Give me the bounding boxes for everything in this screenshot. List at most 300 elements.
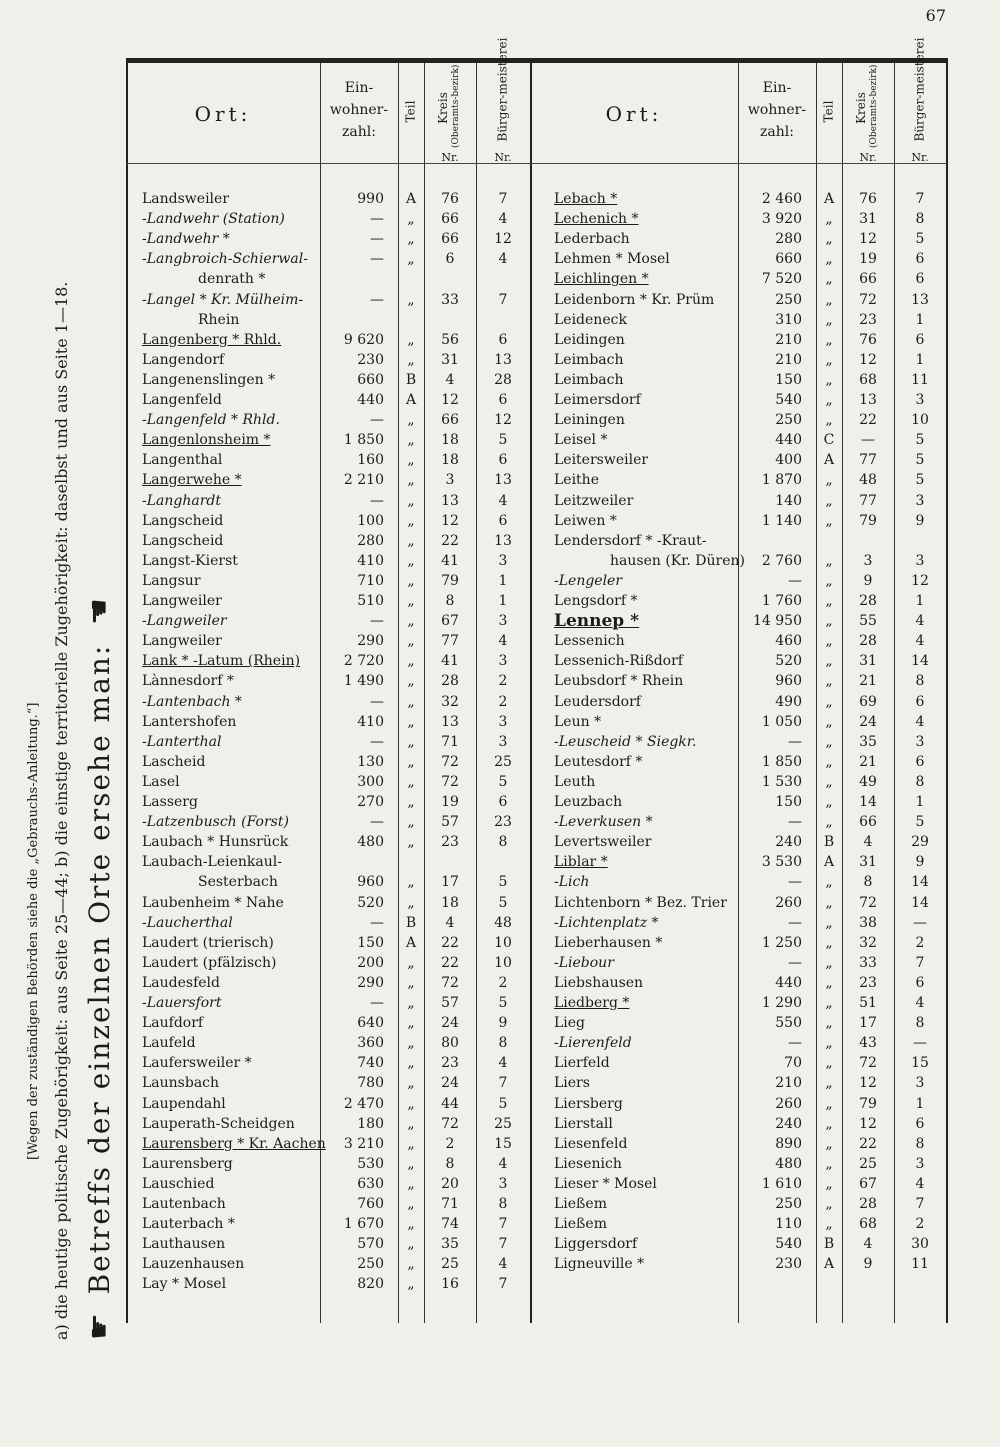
right-table-row [126, 893, 948, 913]
buergermeisterei-number: 7 [915, 191, 925, 207]
teil-code: „ [825, 773, 833, 790]
teil-code: „ [825, 1095, 833, 1112]
kreis-number: 2 [445, 1135, 455, 1152]
teil-code: „ [825, 211, 833, 228]
place-name: Lànnesdorf * [142, 673, 234, 690]
population: 210 [775, 331, 802, 348]
population: 210 [775, 1075, 802, 1092]
buergermeisterei-number: 1 [915, 593, 925, 609]
kreis-number: 35 [859, 733, 877, 750]
teil-code: A [823, 854, 835, 871]
population: 480 [357, 834, 384, 851]
right-table-row [126, 1073, 948, 1093]
kreis-number: 76 [441, 191, 459, 207]
teil-code: „ [407, 633, 415, 650]
teil-code: „ [825, 512, 833, 529]
teil-code: „ [825, 914, 833, 931]
place-name: -Latzenbusch (Forst) [142, 814, 289, 831]
header-kreis-right [854, 64, 881, 148]
place-name: Laudesfeld [142, 974, 220, 991]
place-name: Langendorf [142, 351, 225, 368]
place-name: Lengsdorf * [554, 593, 638, 609]
buergermeisterei-number: 3 [498, 613, 508, 630]
population: 270 [357, 794, 384, 810]
place-name: Launsbach [142, 1075, 220, 1092]
kreis-number: 67 [441, 613, 459, 630]
kreis-number: 4 [863, 1236, 873, 1253]
place-name: Liesenfeld [554, 1135, 628, 1152]
population: 260 [775, 1095, 802, 1112]
place-name: Leimersdorf [554, 392, 641, 408]
place-name: -Liebour [554, 954, 614, 971]
kreis-number: 28 [859, 1196, 877, 1212]
buergermeisterei-number: 4 [498, 1055, 508, 1072]
right-table-row [126, 1094, 948, 1114]
right-table-row [126, 551, 948, 571]
kreis-number: 22 [441, 532, 459, 549]
population: — [788, 1035, 802, 1052]
kreis-number: 19 [859, 251, 877, 268]
place-name: Liers [554, 1075, 590, 1092]
population: — [370, 492, 384, 509]
teil-code: „ [407, 412, 415, 429]
buergermeisterei-number: 11 [911, 371, 929, 388]
population: — [370, 733, 384, 750]
teil-code: „ [825, 351, 833, 368]
population: 7 520 [761, 271, 802, 288]
place-name: Laurensberg * Kr. Aachen [142, 1135, 326, 1152]
buergermeisterei-number: 3 [915, 392, 925, 408]
population: 110 [775, 1216, 802, 1233]
kreis-number: 66 [441, 412, 459, 429]
place-name: Lascheid [142, 753, 206, 770]
buergermeisterei-number: 4 [498, 633, 508, 650]
population: 280 [775, 231, 802, 248]
population: 1 290 [761, 995, 802, 1011]
population: 130 [357, 753, 384, 770]
population: 440 [775, 432, 802, 449]
teil-code: „ [825, 492, 833, 509]
right-table-row [126, 812, 948, 832]
teil-code: „ [825, 572, 833, 589]
place-name: Ließem [554, 1216, 607, 1233]
place-name: Leiwen * [554, 512, 617, 529]
kreis-number: 77 [859, 452, 877, 469]
teil-code: „ [407, 954, 415, 971]
buergermeisterei-number: 12 [494, 412, 512, 429]
kreis-number: 66 [859, 271, 877, 288]
teil-code: A [405, 934, 417, 951]
place-name: Lehmen * Mosel [554, 251, 670, 268]
kreis-number: 24 [441, 1075, 459, 1092]
buergermeisterei-number: 25 [494, 1115, 512, 1132]
place-name: Laufeld [142, 1035, 196, 1052]
population: 1 670 [343, 1216, 384, 1233]
teil-code: „ [407, 834, 415, 851]
teil-code: „ [407, 1236, 415, 1253]
teil-code: „ [825, 613, 833, 630]
buergermeisterei-number: 6 [915, 974, 925, 991]
right-table-row [126, 611, 948, 631]
kreis-number: 12 [859, 351, 877, 368]
kreis-number: 56 [441, 331, 459, 348]
header-kreis-nr-left: Nr. [441, 151, 459, 164]
place-name: Laufersweiler * [142, 1055, 252, 1072]
kreis-number: 9 [863, 1256, 873, 1273]
kreis-number: 22 [441, 954, 459, 971]
teil-code: „ [825, 995, 833, 1011]
place-name: Leitersweiler [554, 452, 649, 469]
population: 300 [357, 773, 384, 790]
population: 250 [357, 1256, 384, 1273]
place-name: Sesterbach [198, 874, 278, 891]
buergermeisterei-number: 1 [915, 311, 925, 328]
kreis-number: 24 [859, 713, 877, 730]
place-name: Laudert (trierisch) [142, 934, 274, 951]
right-table-row [126, 953, 948, 973]
right-table-row [126, 1254, 948, 1274]
population: 2 760 [761, 552, 802, 569]
teil-code: „ [407, 794, 415, 810]
place-name: -Lich [554, 874, 590, 891]
population: 3 210 [343, 1135, 384, 1152]
kreis-number: 51 [859, 995, 877, 1011]
place-name: -Lauersfort [142, 995, 222, 1011]
buergermeisterei-number: 2 [498, 673, 508, 690]
kreis-number: 13 [441, 492, 459, 509]
teil-code: „ [407, 331, 415, 348]
population: 460 [775, 633, 802, 650]
place-name: Leuzbach [554, 794, 623, 810]
kreis-number: 3 [445, 472, 455, 489]
population: — [788, 954, 802, 971]
teil-code: A [405, 191, 417, 207]
header-teil-right: Teil [821, 100, 836, 123]
place-name: Langscheid [142, 512, 224, 529]
place-name: Leisel * [554, 432, 608, 449]
kreis-number: 72 [441, 753, 459, 770]
kreis-number: 35 [441, 1236, 459, 1253]
buergermeisterei-number: 4 [498, 1155, 508, 1172]
population: 410 [357, 713, 384, 730]
place-name: -Langbroich-Schierwal- [142, 251, 308, 268]
header-ort-right: Ort: [605, 102, 663, 126]
header-ein-2: wohner- [747, 102, 807, 118]
teil-code: „ [407, 432, 415, 449]
place-name: Lasel [142, 773, 180, 790]
kreis-number: 25 [859, 1155, 877, 1172]
population: 9 620 [343, 331, 384, 348]
population: 14 950 [753, 613, 802, 630]
teil-code: „ [407, 351, 415, 368]
population: 2 460 [761, 191, 802, 207]
buergermeisterei-number: 10 [494, 954, 512, 971]
kreis-number: 31 [859, 211, 877, 228]
buergermeisterei-number: 5 [498, 894, 508, 911]
population: — [788, 814, 802, 831]
population: 310 [775, 311, 802, 328]
kreis-number: 80 [441, 1035, 459, 1052]
teil-code: „ [825, 673, 833, 690]
population: — [370, 814, 384, 831]
buergermeisterei-number: 13 [911, 291, 929, 308]
buergermeisterei-number: 6 [915, 693, 925, 710]
place-name: Lieser * Mosel [554, 1175, 657, 1192]
population: 240 [775, 1115, 802, 1132]
header-buerger-nr-left: Nr. [494, 151, 512, 164]
buergermeisterei-number: 7 [498, 1236, 508, 1253]
header-ein-3: zahl: [760, 124, 794, 140]
place-name: Liedberg * [554, 995, 630, 1011]
place-name: -Lengeler [554, 572, 623, 589]
population: 440 [357, 392, 384, 408]
kreis-number: 57 [441, 995, 459, 1011]
buergermeisterei-number: 8 [915, 773, 925, 790]
kreis-number: 18 [441, 452, 459, 469]
place-name: -Langenfeld * Rhld. [142, 412, 280, 429]
teil-code: „ [825, 251, 833, 268]
place-name: Langenlonsheim * [142, 432, 271, 449]
buergermeisterei-number: 9 [498, 1015, 508, 1032]
right-table-row [126, 732, 948, 752]
buergermeisterei-number: 3 [498, 1175, 508, 1192]
kreis-number: 21 [859, 673, 877, 690]
population: 250 [775, 1196, 802, 1212]
kreis-number: 28 [859, 593, 877, 609]
teil-code: „ [825, 733, 833, 750]
right-table-row [126, 290, 948, 310]
population: 2 720 [343, 653, 384, 670]
teil-code: „ [407, 1055, 415, 1072]
teil-code: „ [407, 1256, 415, 1273]
kreis-number: 41 [441, 552, 459, 569]
buergermeisterei-number: 8 [498, 834, 508, 851]
header-ort-left: Ort: [194, 102, 252, 126]
buergermeisterei-number: 5 [498, 773, 508, 790]
header-ein-1: Ein- [344, 80, 374, 96]
teil-code: „ [825, 693, 833, 710]
header-einwohner-right [738, 77, 816, 143]
header-kreis-nr-right: Nr. [859, 151, 877, 164]
kreis-number: 12 [441, 512, 459, 529]
population: 160 [357, 452, 384, 469]
kreis-number: 33 [441, 291, 459, 308]
kreis-number: 4 [863, 834, 873, 851]
teil-code: „ [825, 1075, 833, 1092]
kreis-number: 22 [859, 412, 877, 429]
buergermeisterei-number: 11 [911, 1256, 929, 1273]
places-table [126, 37, 948, 1323]
population: 640 [357, 1015, 384, 1032]
teil-code: „ [407, 1115, 415, 1132]
kreis-number: — [861, 432, 875, 449]
population: 150 [357, 934, 384, 951]
teil-code: B [405, 371, 417, 388]
side-subtitle: a) die heutige politische Zugehörigkeit: aus Seite 25—44; b) die einstige territorielle Zugehörigkeit: daselbst und aus Seite 1—18. [52, 281, 71, 1340]
buergermeisterei-number: 7 [498, 291, 508, 308]
teil-code: „ [407, 894, 415, 911]
place-name: Laudert (pfälzisch) [142, 954, 277, 971]
teil-code: „ [825, 1135, 833, 1152]
population: 520 [775, 653, 802, 670]
kreis-number: 12 [859, 1115, 877, 1132]
buergermeisterei-number: 3 [498, 713, 508, 730]
buergermeisterei-number: 1 [915, 1095, 925, 1112]
buergermeisterei-number: 6 [915, 753, 925, 770]
population: 740 [357, 1055, 384, 1072]
teil-code: „ [825, 974, 833, 991]
population: 230 [357, 351, 384, 368]
kreis-number: 49 [859, 773, 877, 790]
place-name: Leutesdorf * [554, 753, 643, 770]
population: 540 [775, 392, 802, 408]
buergermeisterei-number: 28 [494, 371, 512, 388]
kreis-number: 19 [441, 794, 459, 810]
kreis-number: 14 [859, 794, 877, 810]
kreis-number: 17 [859, 1015, 877, 1032]
teil-code: „ [825, 814, 833, 831]
teil-code: „ [825, 1216, 833, 1233]
teil-code: „ [407, 512, 415, 529]
place-name: Lauschied [142, 1175, 215, 1192]
place-name: Leichlingen * [554, 271, 649, 288]
right-table-row [126, 1033, 948, 1053]
population: 250 [775, 291, 802, 308]
teil-code: „ [407, 753, 415, 770]
teil-code: „ [825, 371, 833, 388]
place-name: Leideneck [554, 311, 627, 328]
teil-code: „ [825, 934, 833, 951]
kreis-number: 8 [445, 1155, 455, 1172]
kreis-number: 32 [441, 693, 459, 710]
place-name: Lebach * [554, 191, 618, 207]
buergermeisterei-number: 8 [498, 1196, 508, 1212]
buergermeisterei-number: 6 [915, 271, 925, 288]
population: — [788, 874, 802, 891]
population: 70 [784, 1055, 802, 1072]
teil-code: „ [407, 572, 415, 589]
teil-code: „ [407, 814, 415, 831]
pointing-hand-left-icon: ☛ [82, 1313, 117, 1340]
population: — [370, 231, 384, 248]
teil-code: „ [407, 733, 415, 750]
place-name: Leimbach [554, 351, 624, 368]
place-name: Liggersdorf [554, 1236, 638, 1253]
place-name: -Lierenfeld [554, 1035, 632, 1052]
place-name: Leidenborn * Kr. Prüm [554, 291, 715, 308]
kreis-number: 3 [863, 552, 873, 569]
buergermeisterei-number: 4 [498, 251, 508, 268]
buergermeisterei-number: 12 [911, 572, 929, 589]
buergermeisterei-number: 3 [915, 733, 925, 750]
buergermeisterei-number: 3 [498, 552, 508, 569]
population: 1 250 [761, 934, 802, 951]
place-name: Langerwehe * [142, 472, 242, 489]
teil-code: „ [825, 753, 833, 770]
place-name: Laubach * Hunsrück [142, 834, 289, 851]
buergermeisterei-number: 7 [915, 954, 925, 971]
kreis-number: 79 [441, 572, 459, 589]
teil-code: „ [407, 773, 415, 790]
buergermeisterei-number: 5 [915, 814, 925, 831]
place-name: Laubach-Leienkaul- [142, 854, 282, 871]
teil-code: „ [407, 995, 415, 1011]
buergermeisterei-number: 4 [498, 211, 508, 228]
teil-code: „ [407, 1035, 415, 1052]
kreis-number: 43 [859, 1035, 877, 1052]
side-title: Betreffs der einzelnen Orte ersehe man: [83, 643, 116, 1295]
teil-code: „ [825, 291, 833, 308]
population: 2 470 [343, 1095, 384, 1112]
right-table-row [126, 933, 948, 953]
kreis-number: 66 [859, 814, 877, 831]
place-name: Leudersdorf [554, 693, 641, 710]
kreis-number: 79 [859, 512, 877, 529]
right-table-row [126, 993, 948, 1013]
population: 480 [775, 1155, 802, 1172]
place-name: Langst-Kierst [142, 552, 238, 569]
place-name: Langenenslingen * [142, 371, 276, 388]
population: 280 [357, 532, 384, 549]
side-title-line [82, 586, 117, 1340]
right-table-row [126, 1114, 948, 1134]
right-table-row [126, 1154, 948, 1174]
teil-code: „ [407, 874, 415, 891]
population: 200 [357, 954, 384, 971]
right-table-row [126, 692, 948, 712]
kreis-number: 76 [859, 331, 877, 348]
place-name: -Langel * Kr. Mülheim- [142, 291, 304, 308]
kreis-number: 12 [859, 1075, 877, 1092]
teil-code: „ [407, 1155, 415, 1172]
page-number: 67 [925, 6, 946, 25]
population: 3 920 [761, 211, 802, 228]
population: 660 [357, 371, 384, 388]
buergermeisterei-number: 3 [915, 492, 925, 509]
population: — [370, 412, 384, 429]
header-buerger-right: Bürger-meisterei [912, 37, 927, 142]
buergermeisterei-number: 4 [915, 613, 925, 630]
place-name: -Lichtenplatz * [554, 914, 659, 931]
place-name: Leiningen [554, 412, 625, 429]
teil-code: „ [825, 412, 833, 429]
population: — [370, 914, 384, 931]
right-table-row [126, 1053, 948, 1073]
kreis-number: 23 [441, 834, 459, 851]
place-name: Laubenheim * Nahe [142, 894, 284, 911]
kreis-number: 68 [859, 371, 877, 388]
buergermeisterei-number: 5 [498, 432, 508, 449]
population: 150 [775, 371, 802, 388]
buergermeisterei-number: 1 [498, 572, 508, 589]
left-table-row [126, 1274, 948, 1294]
right-table-row [126, 1013, 948, 1033]
right-table-row [126, 1134, 948, 1154]
buergermeisterei-number: 30 [911, 1236, 929, 1253]
teil-code: B [823, 1236, 835, 1253]
kreis-number: 12 [441, 392, 459, 408]
place-name: Liebshausen [554, 974, 644, 991]
right-table-row [126, 531, 948, 551]
kreis-number: 9 [863, 572, 873, 589]
population: — [788, 914, 802, 931]
kreis-number: 18 [441, 894, 459, 911]
buergermeisterei-number: 3 [498, 733, 508, 750]
population: 1 870 [761, 472, 802, 489]
kreis-number: 44 [441, 1095, 459, 1112]
place-name: Lierfeld [554, 1055, 610, 1072]
buergermeisterei-number: 8 [915, 1135, 925, 1152]
